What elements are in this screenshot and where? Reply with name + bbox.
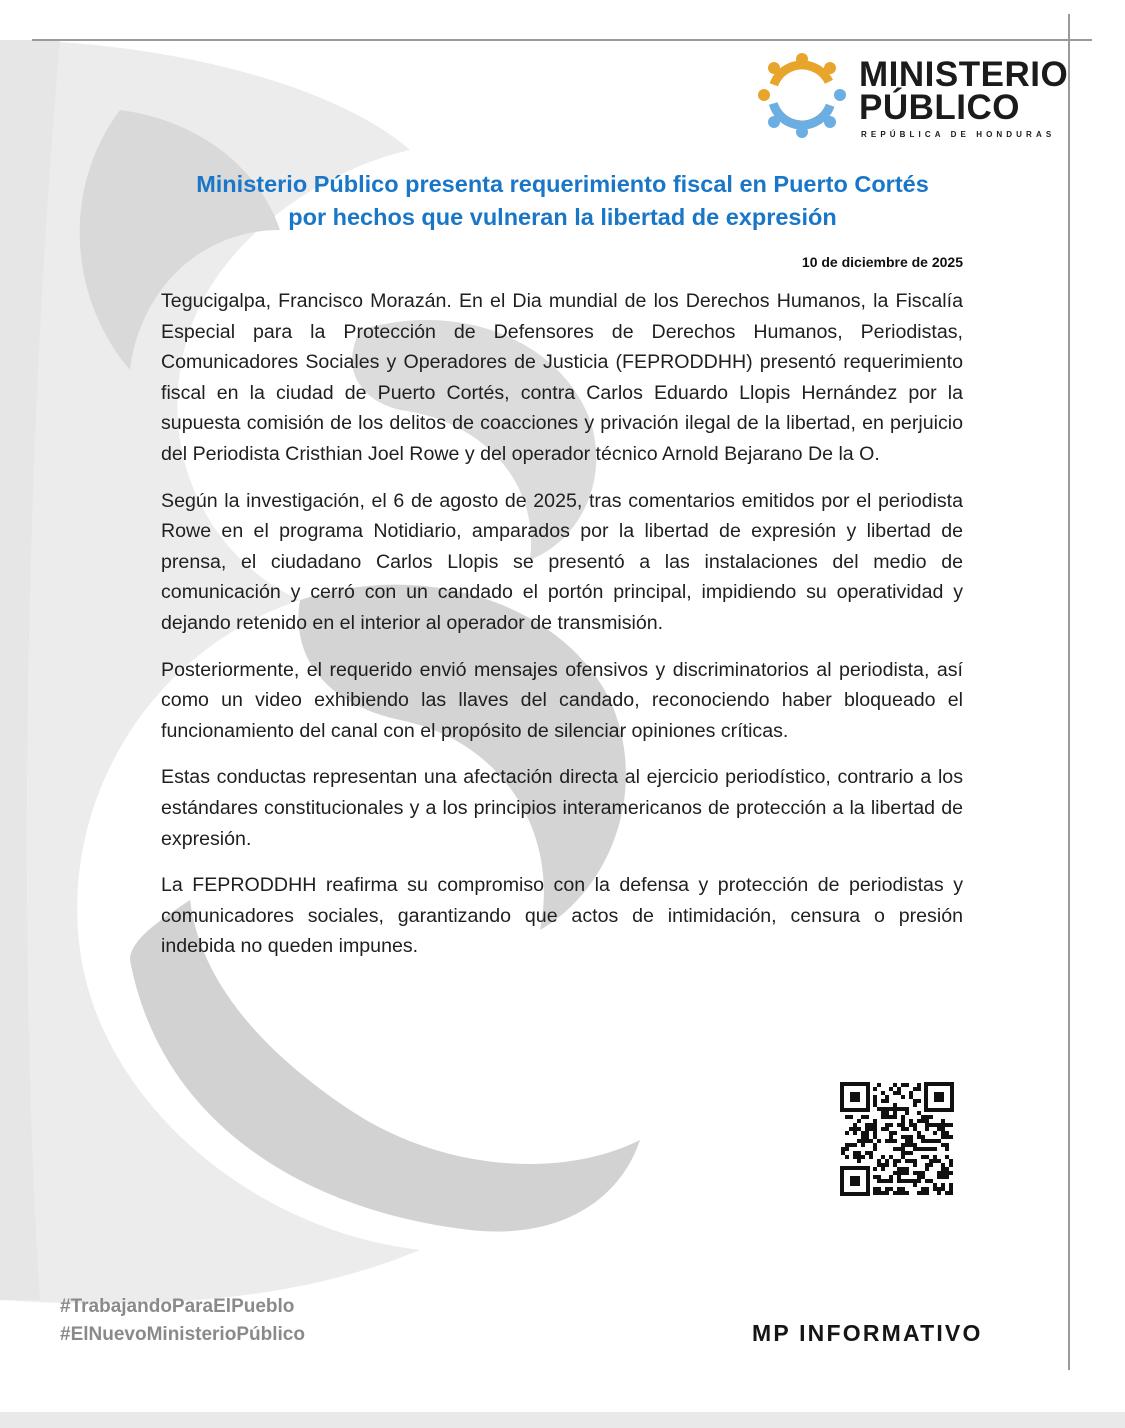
hashtag-nuevo-ministerio: #ElNuevoMinisterioPúblico (60, 1324, 305, 1345)
paragraph-5: La FEPRODDHH reafirma su compromiso con la defensa y protección de periodistas y comunicadores sociales, garantizando que actos de intimidación, censura o presión indebida no queden impunes. (161, 874, 963, 958)
qr-code-icon (840, 1082, 954, 1196)
top-rule (32, 39, 1092, 41)
paragraph-3: Posteriormente, el requerido envió mensajes ofensivos y discriminatorios al periodista, así como un video exhibiendo las llaves del candado, reconociendo haber bloqueado el funcionamiento del canal con el propósito de silenciar opiniones críticas. (161, 658, 963, 742)
document-body (161, 286, 963, 978)
document-date: 10 de diciembre de 2025 (801, 254, 963, 270)
hashtag-trabajando: #TrabajandoParaElPueblo (60, 1296, 295, 1317)
logo-line-1: MINISTERIO (859, 55, 1069, 94)
mp-informativo-label: MP INFORMATIVO (752, 1320, 983, 1346)
document-title (140, 168, 985, 234)
title-line-1: Ministerio Público presenta requerimiento fiscal en Puerto Cortés (196, 171, 929, 197)
logo-subtitle: REPÚBLICA DE HONDURAS (861, 130, 1056, 139)
logo-line-2: PÚBLICO (859, 88, 1020, 127)
paragraph-4: Estas conductas representan una afectación directa al ejercicio periodístico, contrario a los estándares constitucionales y a los principios interamericanos de protección a la libertad de expresión. (161, 766, 963, 850)
paragraph-1: Tegucigalpa, Francisco Morazán. En el Dia mundial de los Derechos Humanos, la Fiscalía Especial para la Protección de Defensores de Derechos Humanos, Periodistas, Comunicadores Sociales y Operadores de Justicia (FEPRODDHH) presentó requerimiento fiscal en la ciudad de Puerto Cortés, contra Carlos Eduardo Llopis Hernández por la supuesta comisión de los delitos de coacciones y privación ilegal de la libertad, en perjuicio del Periodista Cristhian Joel Rowe y del operador técnico Arnold Bejarano De la O. (161, 290, 963, 465)
ministerio-publico-emblem-icon (752, 50, 852, 145)
ministerio-publico-logo (752, 50, 1069, 145)
bottom-band (0, 1412, 1125, 1428)
paragraph-2: Según la investigación, el 6 de agosto de 2025, tras comentarios emitidos por el periodista Rowe en el programa Notidiario, amparados por la libertad de expresión y libertad de prensa, el ciudadano Carlos Llopis se presentó a las instalaciones del medio de comunicación y cerró con un candado el portón principal, impidiendo su operatividad y dejando retenido en el interior al operador de transmisión. (161, 489, 963, 634)
right-rule (1068, 14, 1070, 1370)
title-line-2: por hechos que vulneran la libertad de expresión (288, 204, 837, 230)
